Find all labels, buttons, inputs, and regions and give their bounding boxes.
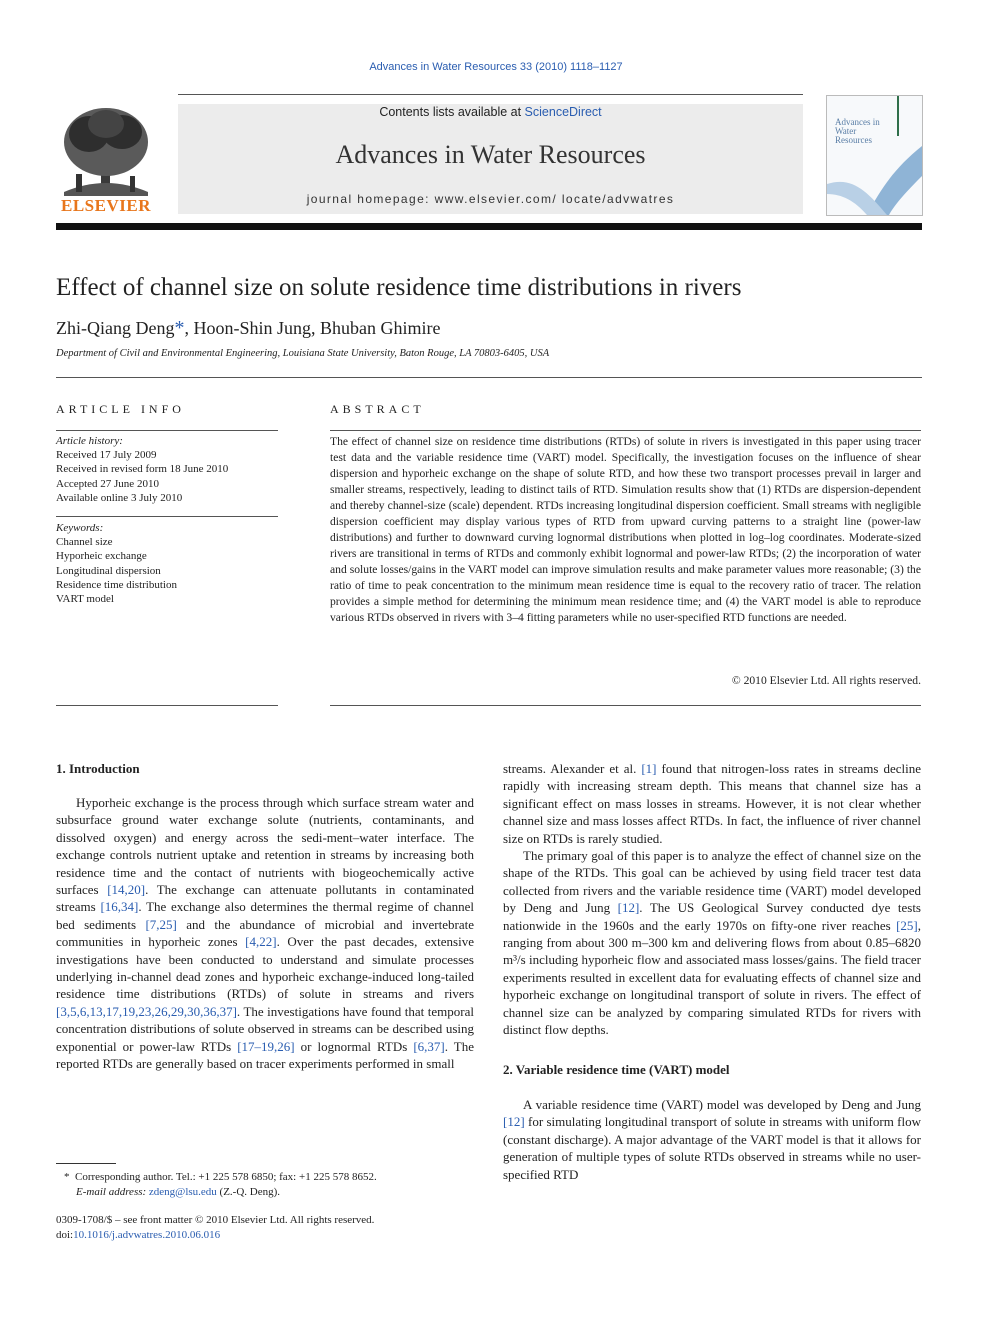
citation-link[interactable]: [4,22]: [245, 934, 277, 950]
citation-link[interactable]: [3,5,6,13,17,19,23,26,29,30,36,37]: [56, 1003, 237, 1019]
keyword: VART model: [56, 593, 114, 606]
goal-paragraph: The primary goal of this paper is to analyze the effect of channel size on the shape of the RTDs. This goal can be achieved by using field tracer test data collected from rivers and the variable residence time (VART) model developed by Deng and Jung [12]. The US Geological Survey conducted dye tests nationwide in the 1960s and the early 1970s on fifty-one river reaches [25], ranging from about 300 m–300 km and delivering flows from about 0.85–6820 m³/s including hyporheic flow and associated mass losses/gains. The field tracer experiments resulted in excellent data for evaluating effects of channel size and hyporheic exchange on longitudinal transport of solute in rivers. The effect of channel size can be analyzed by comparing simulated RTDs for rivers with distinct flow depths.: [503, 848, 921, 1038]
article-info-heading: ARTICLE INFO: [56, 402, 185, 416]
keyword: Residence time distribution: [56, 578, 177, 591]
abstract-rule: [330, 430, 921, 431]
section-1-heading: 1. Introduction: [56, 761, 140, 776]
history-label: Article history:: [56, 435, 123, 447]
copyright: © 2010 Elsevier Ltd. All rights reserved.: [731, 674, 921, 687]
affiliation-rule: [56, 377, 922, 378]
author-1: Zhi-Qiang Deng: [56, 318, 175, 338]
other-authors: , Hoon-Shin Jung, Bhuban Ghimire: [184, 318, 441, 338]
elsevier-wordmark: ELSEVIER: [61, 196, 151, 215]
history-online: Available online 3 July 2010: [56, 491, 183, 504]
footnote-contact: Corresponding author. Tel.: +1 225 578 6850; fax: +1 225 578 8652.: [75, 1171, 377, 1183]
corresponding-author-mark[interactable]: *: [174, 317, 185, 339]
author-list: [56, 317, 440, 340]
affiliation: Department of Civil and Environmental Engineering, Louisiana State University, Baton Rouge, LA 70803-6405, USA: [56, 348, 550, 359]
elsevier-logo: [54, 104, 158, 216]
citation-link[interactable]: [16,34]: [100, 899, 139, 915]
header-thick-rule: [56, 223, 922, 230]
section-2-heading: 2. Variable residence time (VART) model: [503, 1061, 730, 1077]
keywords-rule: [56, 516, 278, 517]
keywords-list: [56, 521, 278, 606]
citation-link[interactable]: [14,20]: [107, 882, 146, 898]
sciencedirect-link[interactable]: ScienceDirect: [524, 105, 602, 119]
abstract-heading: ABSTRACT: [330, 402, 425, 416]
footnote-mark: *: [64, 1171, 70, 1183]
citation-link[interactable]: [17–19,26]: [237, 1038, 295, 1054]
article-info-rule: [56, 430, 278, 431]
journal-cover-image: [826, 95, 923, 216]
history-revised: Received in revised form 18 June 2010: [56, 463, 229, 476]
cover-artwork-icon: [827, 96, 922, 215]
citation-link[interactable]: [12]: [503, 1114, 525, 1130]
doi-link[interactable]: 10.1016/j.advwatres.2010.06.016: [73, 1229, 221, 1241]
article-info-bottom-rule: [56, 705, 278, 706]
vart-paragraph: A variable residence time (VART) model was developed by Deng and Jung [12] for simulating longitudinal transport of solute in streams with uniform flow (constant discharge). A major advantage of the VART model is that it allows for generation of multiple types of solute RTDs observed in streams while no user-specified RTD: [503, 1096, 921, 1182]
intro-paragraph-continued: streams. Alexander et al. [1] found that nitrogen-loss rates in streams decline rapidly with increasing stream depth. This means that channel size has a significant effect on mass losses in streams. However, it is not clear whether channel size and mass losses affect RTDs. In fact, the influence of river channel size on RTDs is rarely studied.: [503, 761, 921, 846]
keyword: Hyporheic exchange: [56, 550, 147, 563]
history-received: Received 17 July 2009: [56, 449, 157, 462]
email-link[interactable]: zdeng@lsu.edu: [148, 1186, 217, 1198]
cover-title: Advances in Water Resources: [835, 117, 880, 145]
corresponding-footnote: * Corresponding author. Tel.: +1 225 578 6850; fax: +1 225 578 8652. E-mail address: zdeng@lsu.edu (Z.-Q. Deng).: [64, 1171, 377, 1198]
keyword: Channel size: [56, 536, 113, 549]
history-accepted: Accepted 27 June 2010: [56, 477, 159, 490]
footnote-rule: [56, 1163, 116, 1164]
citation-link[interactable]: [1]: [641, 761, 657, 776]
journal-reference[interactable]: Advances in Water Resources 33 (2010) 1118–1127: [369, 61, 623, 73]
journal-homepage[interactable]: journal homepage: www.elsevier.com/ locate/advwatres: [306, 192, 675, 206]
left-column-text: [56, 794, 474, 1073]
paper-title: Effect of channel size on solute residence time distributions in rivers: [56, 274, 742, 301]
abstract-bottom-rule: [330, 705, 921, 706]
intro-paragraph: Hyporheic exchange is the process through which surface stream water and subsurface ground water exchange solute (nutrients, contaminants, and dissolved oxygen) and energy across the sedi-ment–water interface. The exchange controls nutrient uptake and retention in streams by increasing both residence time and the contact of nutrients with biogeochemically active surfaces [14,20]. The exchange can attenuate pollutants in contaminated streams [16,34]. The exchange also determines the thermal regime of channel bed sediments [7,25] and the abundance of microbial and invertebrate communities in hyporheic zones [4,22]. Over the past decades, extensive investigations have been conducted to understand and simulate processes underlying in-channel dead zones and hyporheic exchange-induced long-tailed residence time distributions (RTDs) of solute in streams and rivers [3,5,6,13,17,19,23,26,29,30,36,37]. The investigations have found that temporal concentration distributions of solute observed in streams can be described using exponential or power-law RTDs [17–19,26] or lognormal RTDs [6,37]. The reported RTDs are generally based on tracer experiments performed in small: [56, 795, 474, 1072]
issn-footnote: 0309-1708/$ – see front matter © 2010 Elsevier Ltd. All rights reserved. doi:10.1016/j.advwatres.2010.06.016: [56, 1213, 496, 1243]
citation-link[interactable]: [25]: [896, 917, 918, 933]
header-top-rule: [178, 94, 803, 95]
citation-link[interactable]: [6,37]: [413, 1038, 445, 1054]
issn-line: 0309-1708/$ – see front matter © 2010 Elsevier Ltd. All rights reserved.: [56, 1214, 375, 1226]
citation-link[interactable]: [7,25]: [145, 916, 177, 932]
journal-title: Advances in Water Resources: [335, 140, 646, 169]
right-column-text: [503, 760, 921, 1183]
abstract-text: The effect of channel size on residence time distributions (RTDs) of solute in rivers is investigated in this paper using tracer test data and the variable residence time (VART) model. Specifically, the investigation focuses on the influence of shear dispersion and hyporheic exchange on the shape of solute RTD, and how these two transport processes prevail in larger and smaller streams, respectively, leading to distinct tails of RTD. Simulation results show that (1) RTDs are dispersion-dependent and thereby channel-size (scale) dependent. RTDs increasing longitudinal dispersion coefficient. Small streams with negligible dispersion coefficient may display various types of RTD from upward curving patterns to a straight line (power-law distributions) and further to downward curving lognormal distributions when plotted in log–log coordinates. Moderate-sized rivers are transitional in terms of RTDs and commonly exhibit lognormal and power-law RTDs; (2) the incorporation of water and solute losses/gains in the VART model can improve simulation results and make parameter values more reasonable; (3) the ratio of time to peak concentration to the minimum mean residence time is equal to the recovery ratio of tracer. The relation provides a simple method for determining the minimum mean residence time; and (4) the VART model is able to reproduce various RTDs observed in rivers with 3–4 fitting parameters while no user-specified RTD functions are needed.: [330, 435, 921, 624]
contents-line: Contents lists available at ScienceDirect: [379, 105, 602, 119]
citation-link[interactable]: [12]: [617, 900, 640, 916]
keyword: Longitudinal dispersion: [56, 564, 161, 577]
keywords-label: Keywords:: [56, 522, 104, 534]
article-history: [56, 434, 278, 505]
